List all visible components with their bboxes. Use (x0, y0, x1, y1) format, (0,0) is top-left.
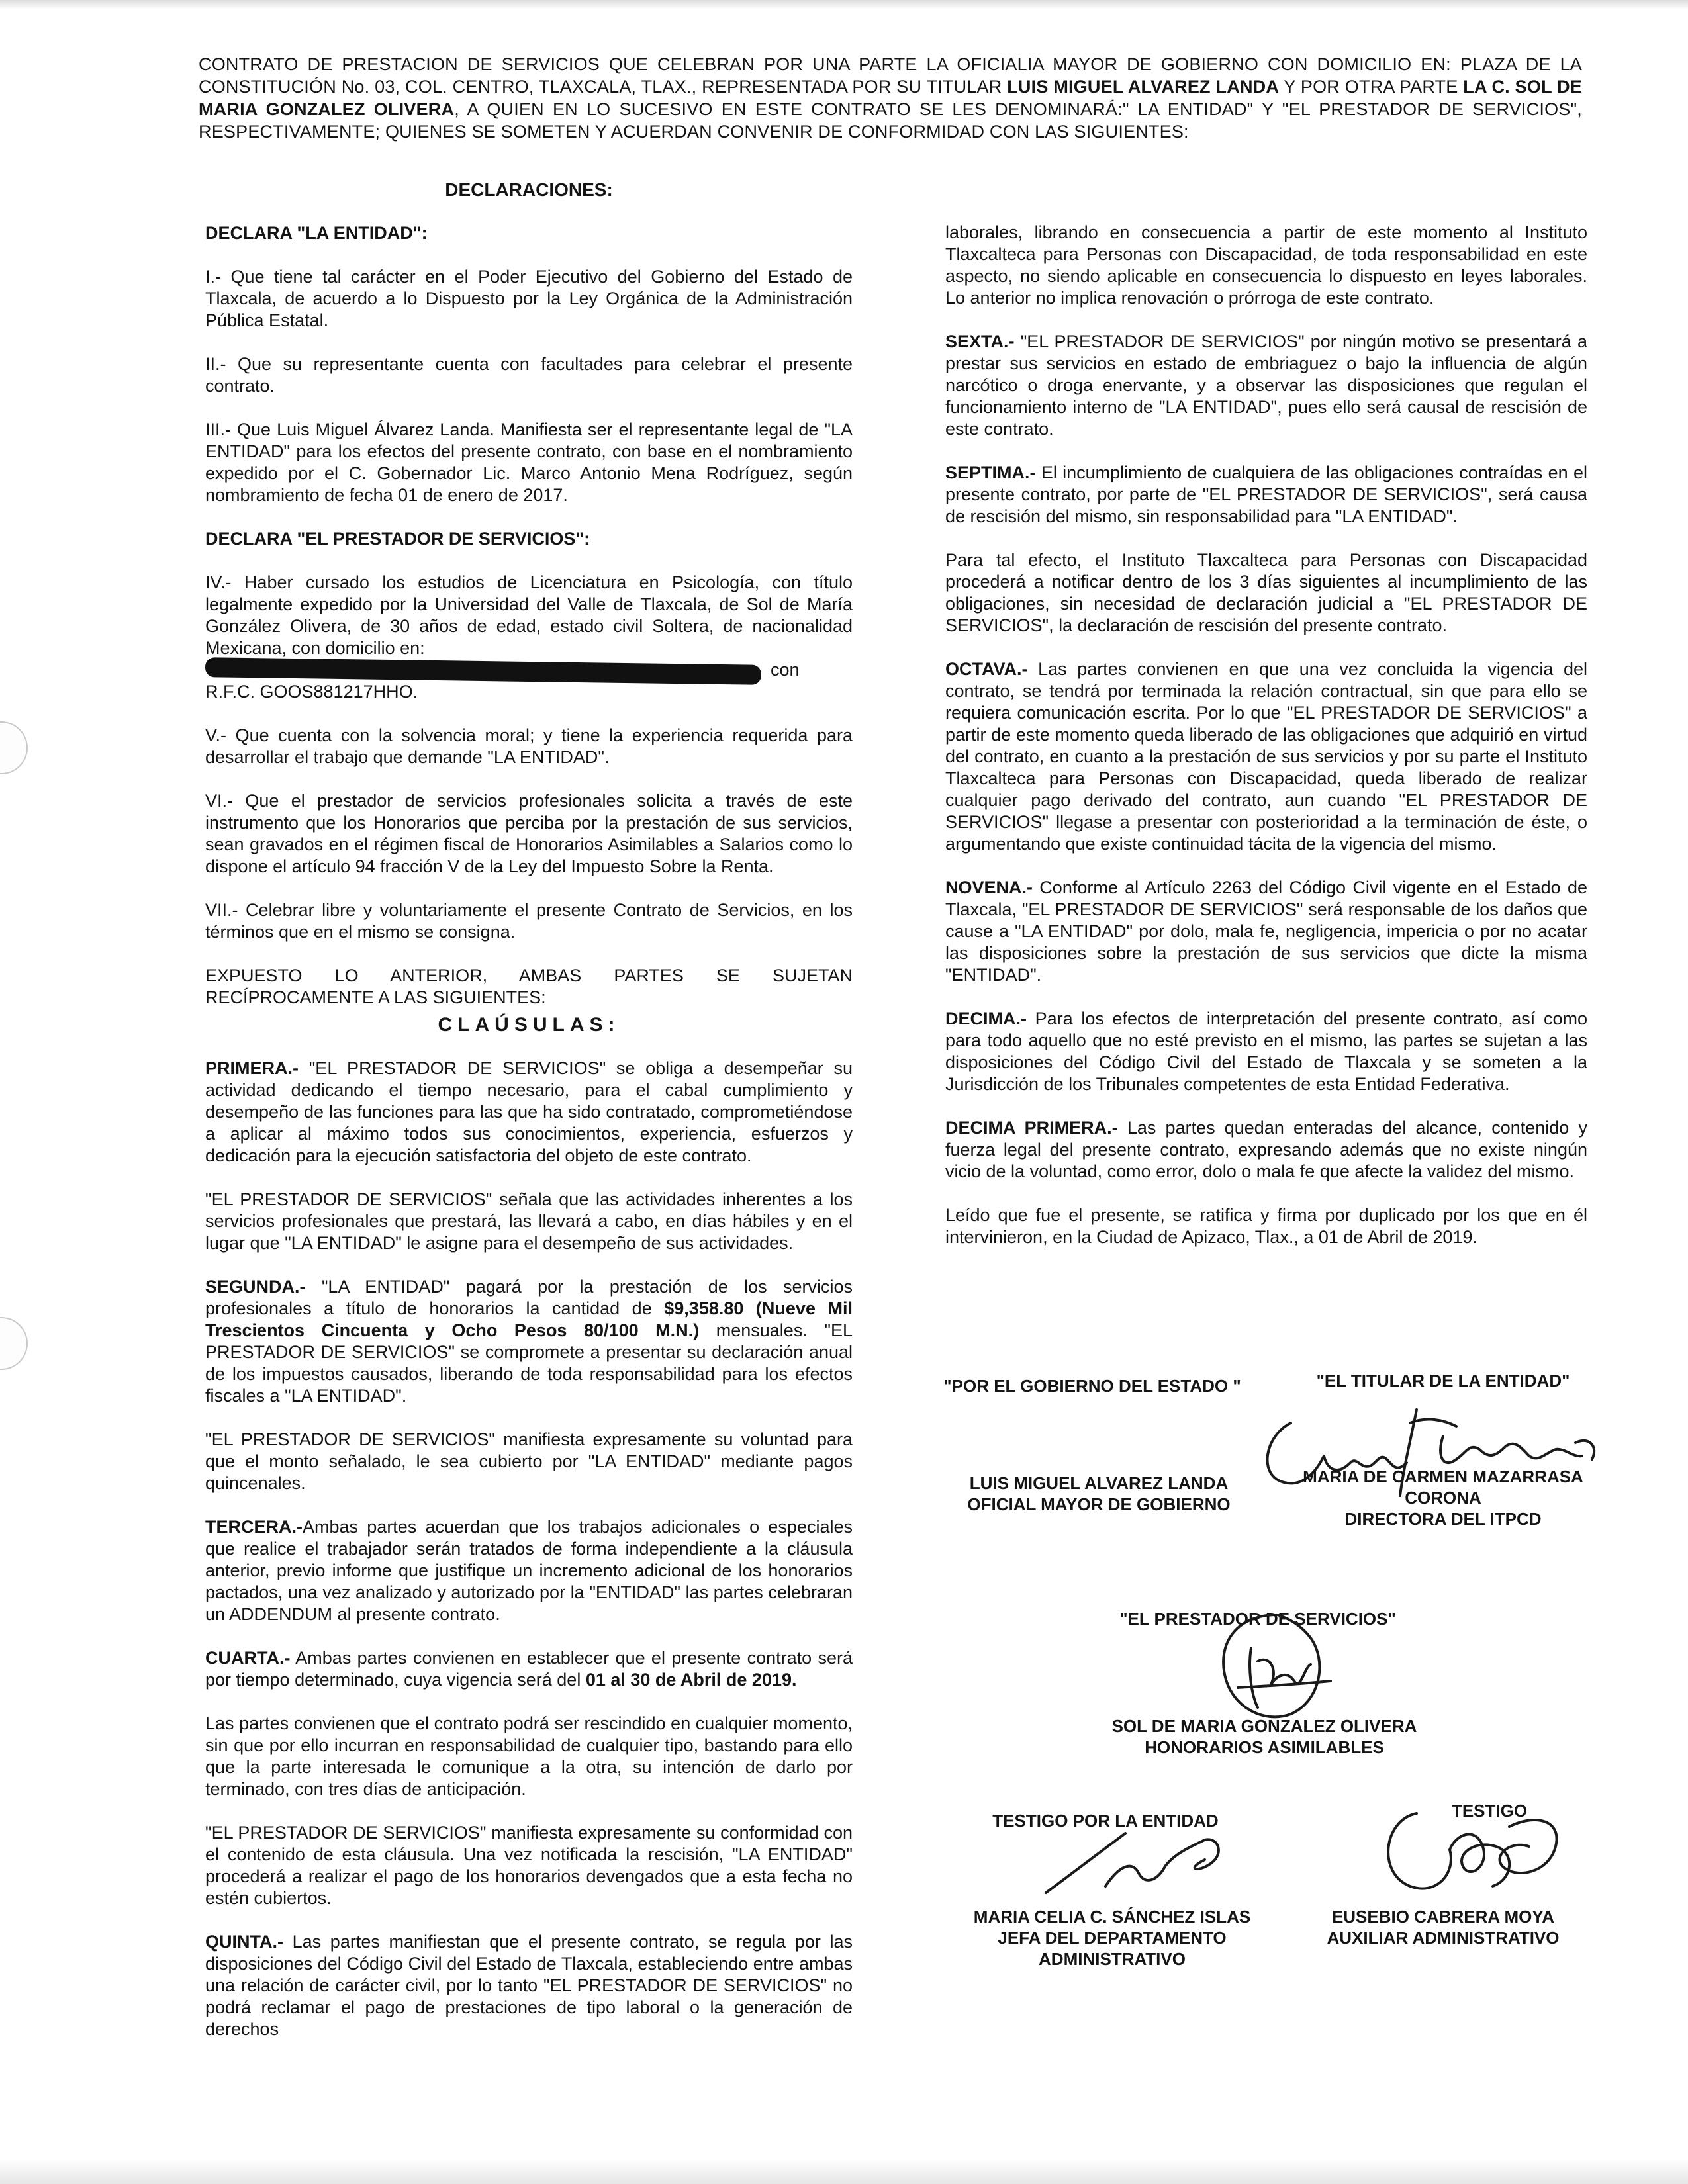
testigo2-heading: TESTIGO (1451, 1801, 1528, 1821)
testigo2-name: EUSEBIO CABRERA MOYA (1331, 1907, 1555, 1927)
clause-decima-primera-text: Las partes quedan enteradas del alcance, contenido y fuerza legal del presente contrato, expresando además que no existe ningún vicio de la voluntad, como error, dolo o mala fe que afecte la validez del mismo. (945, 1118, 1587, 1181)
clause-decima-text: Para los efectos de interpretación del presente contrato, así como para todo aquello que no esté previsto en el mismo, las partes se sujetan a las disposiciones del Código Civil del Estado de Tlaxcala y se someten a la Jurisdicción de los Tribunales competentes de esta Entidad Federativa. (945, 1009, 1587, 1094)
intro-provider-name: LA C. SOL DE MARIA GONZALEZ OLIVERA (199, 77, 1582, 119)
prestador-signatory (1072, 1715, 1456, 1758)
clause-primera-b: "EL PRESTADOR DE SERVICIOS" señala que las actividades inherentes a los servicios profesionales que prestará, las llevará a cabo, en días hábiles y en el lugar que "LA ENTIDAD" le asigne para el desempeño de sus actividades. (205, 1189, 853, 1253)
scan-top-edge (0, 0, 1688, 9)
clause-tercera-text: Ambas partes acuerdan que los trabajos adicionales o especiales que realice el trabajador serán tratados de forma independiente a la cláusula anterior, previo informe que justifique un incremento adicional de los honorarios pactados, una vez analizado y autorizado por la "ENTIDAD" las partes celebraran un ADDENDUM al presente contrato. (205, 1517, 853, 1624)
right-column (945, 222, 1587, 1270)
clause-segunda-text: "LA ENTIDAD" pagará por la prestación de los servicios profesionales a título de honorarios la cantidad de (205, 1277, 853, 1318)
clause-cuarta-label: CUARTA.- (205, 1648, 291, 1668)
intro-text-3: , A QUIEN EN LO SUCESIVO EN ESTE CONTRATO SE LES DENOMINARÁ:" LA ENTIDAD" Y "EL PRESTADOR DE SERVICIOS", RESPECTIVAMENTE; QUIENES SE SOMETEN Y ACUERDAN CONVENIR DE CONFORMIDAD CON LAS SIGUIENTES: (199, 99, 1582, 142)
clause-primera-text: "EL PRESTADOR DE SERVICIOS" se obliga a desempeñar su actividad dedicando el tiempo necesario, para el cabal cumplimiento y desempeño de las funciones para las que ha sido contratado, comprometiéndose a aplicar al máximo todos sus conocimientos, experiencia, esfuerzos y dedicación para la ejecución satisfactoria del objeto de este contrato. (205, 1058, 853, 1165)
gobierno-signatory (914, 1473, 1284, 1515)
prestador-title: HONORARIOS ASIMILABLES (1145, 1737, 1384, 1757)
clause-octava-label: OCTAVA.- (945, 659, 1028, 679)
redaction-bar (205, 657, 761, 685)
gobierno-name: LUIS MIGUEL ALVAREZ LANDA (969, 1473, 1229, 1493)
clause-cuarta-dates: 01 al 30 de Abril de 2019. (585, 1670, 797, 1690)
declaraciones-heading: DECLARACIONES: (445, 179, 613, 200)
closing-statement: Leído que fue el presente, se ratifica y firma por duplicado por los que en él intervinieron, en la Ciudad de Apizaco, Tlax., a 01 de Abril de 2019. (945, 1205, 1587, 1247)
declaration-vi: VI.- Que el prestador de servicios profesionales solicita a través de este instrumento que los Honorarios que perciba por la prestación de sus servicios, sean gravados en el régimen fiscal de Honorarios Asimilables a Salarios como lo dispone el artículo 94 fracción V de la Ley del Impuesto Sobre la Renta. (205, 791, 853, 876)
clause-decima (945, 1008, 1587, 1095)
testigo1-heading: TESTIGO POR LA ENTIDAD (992, 1811, 1219, 1831)
testigo1-name: MARIA CELIA C. SÁNCHEZ ISLAS (973, 1907, 1251, 1927)
clause-cuarta-b: Las partes convienen que el contrato podrá ser rescindido en cualquier momento, sin que por ello incurran en responsabilidad de cualquier tipo, bastando para ello que la parte interesada le comunique a la otra, su intención de darlo por terminado, con tres días de anticipación. (205, 1713, 853, 1799)
punch-hole-lower (0, 1317, 28, 1370)
declara-prestador-heading: DECLARA "EL PRESTADOR DE SERVICIOS": (205, 529, 590, 549)
clause-segunda-c: "EL PRESTADOR DE SERVICIOS" manifiesta expresamente su voluntad para que el monto señalado, le sea cubierto por "LA ENTIDAD" mediante pagos quincenales. (205, 1430, 853, 1493)
declaration-ii: II.- Que su representante cuenta con facultades para celebrar el presente contrato. (205, 354, 853, 396)
clause-octava (945, 659, 1587, 855)
testigo2-signatory (1297, 1906, 1589, 1948)
declaration-v: V.- Que cuenta con la solvencia moral; y tiene la experiencia requerida para desarrollar el trabajo que demande "LA ENTIDAD". (205, 725, 853, 767)
expuesto-text: EXPUESTO LO ANTERIOR, AMBAS PARTES SE SUJETAN RECÍPROCAMENTE A LAS SIGUIENTES: (205, 966, 853, 1007)
intro-text-2: Y POR OTRA PARTE (1279, 77, 1464, 97)
clause-sexta (945, 331, 1587, 440)
clause-primera (205, 1058, 853, 1167)
declara-entidad-heading: DECLARA "LA ENTIDAD": (205, 223, 428, 243)
clause-primera-label: PRIMERA.- (205, 1058, 299, 1078)
declaration-iv-rfc: con R.F.C. GOOS881217HHO. (205, 660, 800, 702)
testigo1-title-line2: ADMINISTRATIVO (1039, 1949, 1186, 1969)
punch-hole-upper (0, 721, 28, 774)
titular-name: MARIA DE CARMEN MAZARRASA (1303, 1467, 1583, 1486)
clause-decima-primera (945, 1117, 1587, 1183)
clause-septima-text: El incumplimiento de cualquiera de las obligaciones contraídas en el presente contrato, por parte de "EL PRESTADOR DE SERVICIOS", será causa de rescisión del mismo, sin responsabilidad para "LA ENTIDAD". (945, 463, 1587, 526)
titular-name-line2: CORONA (1405, 1488, 1481, 1508)
clause-quinta (205, 1931, 853, 2040)
clause-cuarta (205, 1647, 853, 1691)
testigo2-signature (1357, 1787, 1582, 1919)
clause-cuarta-c: "EL PRESTADOR DE SERVICIOS" manifiesta expresamente su conformidad con el contenido de esta cláusula. Una vez notificada la rescisión, "LA ENTIDAD" procederá a realizar el pago de los honorarios devengados que a esta fecha no estén cubiertos. (205, 1823, 853, 1908)
clausulas-heading: CLAÚSULAS: (438, 1014, 620, 1036)
testigo1-signature (1033, 1813, 1244, 1913)
clause-novena-text: Conforme al Artículo 2263 del Código Civil vigente en el Estado de Tlaxcala, "EL PRESTADOR DE SERVICIOS" será responsable de los daños que cause a "LA ENTIDAD" por dolo, mala fe, negligencia, impericia o por no acatar las disposiciones sobre la prestación de sus servicios que dicte la misma "ENTIDAD". (945, 878, 1587, 985)
clause-septima (945, 462, 1587, 527)
titular-title: DIRECTORA DEL ITPCD (1344, 1509, 1542, 1529)
clause-decima-primera-label: DECIMA PRIMERA.- (945, 1118, 1118, 1138)
testigo1-title: JEFA DEL DEPARTAMENTO (998, 1928, 1227, 1948)
clause-segunda (205, 1276, 853, 1407)
clause-segunda-amount: $9,358.80 (Nueve Mil Trescientos Cincuenta y Ocho Pesos 80/100 M.N.) (205, 1298, 853, 1340)
titular-heading: "EL TITULAR DE LA ENTIDAD" (1316, 1371, 1570, 1390)
prestador-name: SOL DE MARIA GONZALEZ OLIVERA (1111, 1716, 1417, 1736)
left-column (205, 179, 853, 2062)
clause-decima-label: DECIMA.- (945, 1009, 1027, 1028)
declaration-iii: III.- Que Luis Miguel Álvarez Landa. Manifiesta ser el representante legal de "LA ENTIDAD" para los efectos del presente contrato, con base en el nombramiento expedido por el C. Gobernador Lic. Marco Antonio Mena Rodríguez, según nombramiento de fecha 01 de enero de 2017. (205, 420, 853, 505)
clause-novena (945, 877, 1587, 986)
clause-tercera-label: TERCERA.- (205, 1517, 303, 1537)
declaration-iv-text: IV.- Haber cursado los estudios de Licenciatura en Psicología, con título legalmente expedido por la Universidad del Valle de Tlaxcala, de Sol de María González Olivera, de 30 años de edad, estado civil Soltera, de nacionalidad Mexicana, con domicilio en: (205, 572, 853, 658)
testigo2-title: AUXILIAR ADMINISTRATIVO (1327, 1928, 1560, 1948)
gobierno-heading: "POR EL GOBIERNO DEL ESTADO " (943, 1376, 1241, 1396)
titular-signatory (1278, 1466, 1609, 1529)
clause-septima-label: SEPTIMA.- (945, 463, 1036, 482)
declaration-iv (205, 572, 853, 703)
clause-sexta-text: "EL PRESTADOR DE SERVICIOS" por ningún motivo se presentará a prestar sus servicios en estado de embriaguez o bajo la influencia de algún narcótico o droga enervante, y a observar las disposiciones que regulan el funcionamiento interno de "LA ENTIDAD", pues ello será causal de rescisión de este contrato. (945, 332, 1587, 439)
contract-intro (199, 53, 1582, 143)
clause-quinta-label: QUINTA.- (205, 1932, 283, 1952)
testigo1-signatory (927, 1906, 1297, 1970)
clause-octava-text: Las partes convienen en que una vez concluida la vigencia del contrato, se tendrá por terminada la relación contractual, sin que para ello se requiera comunicación escrita. Por lo que "EL PRESTADOR DE SERVICIOS" a partir de este momento queda liberado de las obligaciones que adquirió en virtud del contrato, en cuanto a la prestación de sus servicios y por su parte el Instituto Tlaxcalteca para Personas con Discapacidad, queda liberado de realizar cualquier pago derivado del contrato, aun cuando "EL PRESTADOR DE SERVICIOS" llegase a presentar con posterioridad a la terminación de éste, o argumentando que existe continuidad tácita de la vigencia del mismo. (945, 659, 1587, 854)
declaration-vii: VII.- Celebrar libre y voluntariamente el presente Contrato de Servicios, en los términos que en el mismo se consigna. (205, 900, 853, 942)
clause-quinta-continued: laborales, librando en consecuencia a partir de este momento al Instituto Tlaxcalteca para Personas con Discapacidad, de toda responsabilidad en este aspecto, no siendo aplicable en consecuencia lo dispuesto en leyes laborales. Lo anterior no implica renovación o prórroga de este contrato. (945, 222, 1587, 308)
clause-sexta-label: SEXTA.- (945, 332, 1015, 351)
clause-segunda-text-b: mensuales. "EL PRESTADOR DE SERVICIOS" se compromete a presentar su declaración anual de los impuestos causados, liberando de toda responsabilidad para los efectos fiscales a "LA ENTIDAD". (205, 1320, 853, 1406)
clause-tercera (205, 1516, 853, 1625)
clause-cuarta-text: Ambas partes convienen en establecer que el presente contrato será por tiempo determinado, cuya vigencia será del (205, 1648, 853, 1690)
scan-bottom-edge (0, 2159, 1688, 2184)
intro-representative-name: LUIS MIGUEL ALVAREZ LANDA (1007, 77, 1280, 97)
clause-septima-b: Para tal efecto, el Instituto Tlaxcalteca para Personas con Discapacidad procederá a notificar dentro de los 3 días siguientes al incumplimiento de las obligaciones, sin necesidad de declaración judicial a "EL PRESTADOR DE SERVICIOS", la declaración de rescisión del presente contrato. (945, 550, 1587, 635)
intro-text-1: CONTRATO DE PRESTACION DE SERVICIOS QUE CELEBRAN POR UNA PARTE LA OFICIALIA MAYOR DE GOBIERNO CON DOMICILIO EN: PLAZA DE LA CONSTITUCIÓN No. 03, COL. CENTRO, TLAXCALA, TLAX., REPRESENTADA POR SU TITULAR (199, 54, 1582, 97)
prestador-heading: "EL PRESTADOR DE SERVICIOS" (1119, 1609, 1396, 1629)
declaration-i: I.- Que tiene tal carácter en el Poder Ejecutivo del Gobierno del Estado de Tlaxcala, de acuerdo a lo Dispuesto por la Ley Orgánica de la Administración Pública Estatal. (205, 267, 853, 330)
gobierno-title: OFICIAL MAYOR DE GOBIERNO (967, 1494, 1231, 1514)
clause-quinta-text: Las partes manifiestan que el presente contrato, se regula por las disposiciones del Código Civil del Estado de Tlaxcala, estableciendo entre ambas una relación de carácter civil, por lo tanto "EL PRESTADOR DE SERVICIOS" no podrá reclamar el pago de prestaciones de tipo laboral o la generación de derechos (205, 1932, 853, 2039)
clause-novena-label: NOVENA.- (945, 878, 1033, 897)
clause-segunda-label: SEGUNDA.- (205, 1277, 306, 1297)
